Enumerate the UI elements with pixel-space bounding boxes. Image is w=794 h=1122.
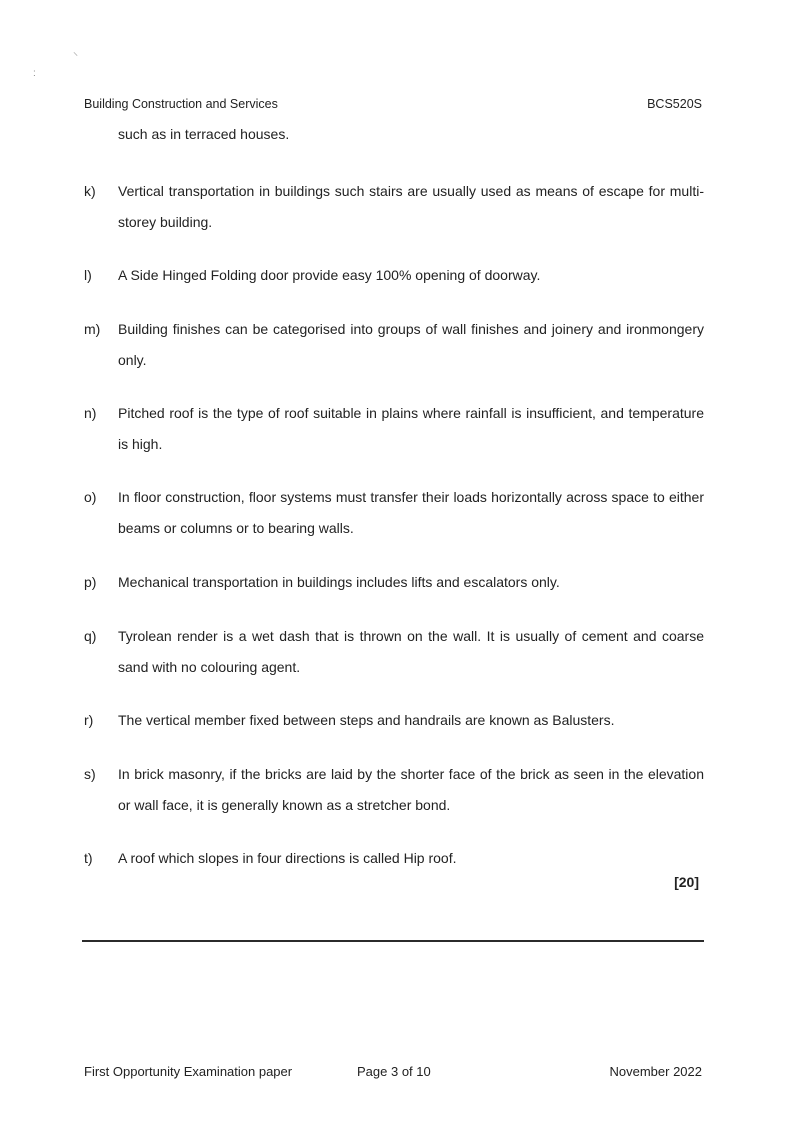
question-text: A roof which slopes in four directions is called Hip roof. [118, 850, 457, 866]
question-text: Mechanical transportation in buildings includes lifts and escalators only. [118, 574, 560, 590]
question-text: In floor construction, floor systems must transfer their loads horizontally across space to either beams or columns or to bearing walls. [118, 489, 704, 536]
question-label: m) [84, 321, 101, 337]
footer-exam-name: First Opportunity Examination paper [84, 1064, 293, 1079]
question-text: In brick masonry, if the bricks are laid by the shorter face of the brick as seen in the elevation or wall face, it is generally known as a stretcher bond. [118, 766, 704, 813]
question-label: q) [84, 628, 97, 644]
question-item [84, 260, 704, 291]
question-text: The vertical member fixed between steps and handrails are known as Balusters. [118, 712, 615, 728]
question-item [84, 567, 704, 598]
question-item [84, 843, 704, 874]
question-text: Tyrolean render is a wet dash that is thrown on the wall. It is usually of cement and coarse sand with no colouring agent. [118, 628, 704, 675]
question-label: l) [84, 267, 92, 283]
question-text: Pitched roof is the type of roof suitable in plains where rainfall is insufficient, and temperature is high. [118, 405, 704, 452]
question-item [84, 314, 704, 376]
question-label: t) [84, 850, 93, 866]
question-text: A Side Hinged Folding door provide easy 100% opening of doorway. [118, 267, 541, 283]
question-text: Vertical transportation in buildings such stairs are usually used as means of escape for multi-storey building. [118, 183, 704, 230]
question-item [84, 482, 704, 544]
question-label: n) [84, 405, 97, 421]
question-item [84, 759, 704, 821]
question-text: Building finishes can be categorised into groups of wall finishes and joinery and ironmongery only. [118, 321, 704, 368]
question-item [84, 705, 704, 736]
scan-speck: ⸜ [73, 47, 78, 58]
course-code: BCS520S [647, 97, 702, 111]
question-label: p) [84, 574, 97, 590]
scan-speck: : [33, 68, 36, 79]
course-title: Building Construction and Services [84, 97, 278, 111]
question-label: r) [84, 712, 94, 728]
question-label: o) [84, 489, 97, 505]
question-item [84, 621, 704, 683]
footer-date: November 2022 [609, 1064, 702, 1079]
section-divider [82, 940, 704, 942]
question-item [84, 176, 704, 238]
total-marks: [20] [674, 874, 699, 890]
question-label: s) [84, 766, 96, 782]
continuation-text: such as in terraced houses. [118, 126, 290, 142]
question-label: k) [84, 183, 96, 199]
footer-page-number: Page 3 of 10 [357, 1064, 431, 1079]
question-item [84, 398, 704, 460]
